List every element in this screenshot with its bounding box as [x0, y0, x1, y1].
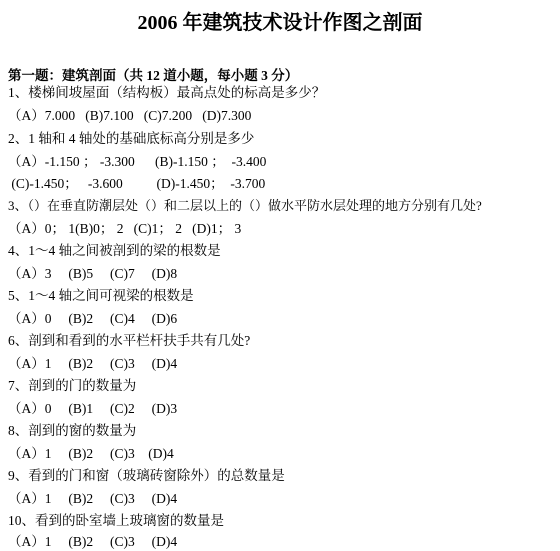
- options-1: （A）7.000 (B)7.100 (C)7.200 (D)7.300: [8, 108, 252, 123]
- options-3: （A）0； 1(B)0； 2 (C)1； 2 (D)1； 3: [8, 221, 242, 236]
- question-1: 1、楼梯间坡屋面（结构板）最高点处的标高是多少？: [8, 85, 326, 100]
- options-4: （A）3 (B)5 (C)7 (D)8: [8, 266, 178, 281]
- options-8: （A）1 (B)2 (C)3 (D)4: [8, 446, 174, 461]
- options-9: （A）1 (B)2 (C)3 (D)4: [8, 491, 178, 506]
- question-7: 7、剖到的门的数量为: [8, 378, 137, 393]
- question-6: 6、剖到和看到的水平栏杆扶手共有几处?: [8, 333, 251, 348]
- section-heading: 第一题：建筑剖面（共 12 道小题，每小题 3 分）: [8, 68, 299, 83]
- question-9: 9、看到的门和窗（玻璃砖窗除外）的总数量是: [8, 468, 285, 483]
- question-2: 2、1 轴和 4 轴处的基础底标高分别是多少: [8, 131, 255, 146]
- options-2-ab: （A）-1.150 ； -3.300 (B)-1.150 ； -3.400: [8, 154, 267, 169]
- options-10: （A）1 (B)2 (C)3 (D)4: [8, 534, 178, 549]
- question-4: 4、1～4 轴之间被剖到的梁的根数是: [8, 243, 221, 258]
- document-title: 2006 年建筑技术设计作图之剖面: [137, 12, 423, 34]
- question-10: 10、看到的卧室墙上玻璃窗的数量是: [8, 513, 224, 528]
- question-3: 3、（）在垂直防潮层处（）和二层以上的（）做水平防水层处理的地方分别有几处?: [8, 198, 482, 213]
- question-5: 5、1～4 轴之间可视梁的根数是: [8, 288, 194, 303]
- options-5: （A）0 (B)2 (C)4 (D)6: [8, 311, 178, 326]
- question-8: 8、剖到的窗的数量为: [8, 423, 137, 438]
- options-2-cd: (C)-1.450； -3.600 (D)-1.450； -3.700: [8, 176, 266, 191]
- options-6: （A）1 (B)2 (C)3 (D)4: [8, 356, 178, 371]
- options-7: （A）0 (B)1 (C)2 (D)3: [8, 401, 178, 416]
